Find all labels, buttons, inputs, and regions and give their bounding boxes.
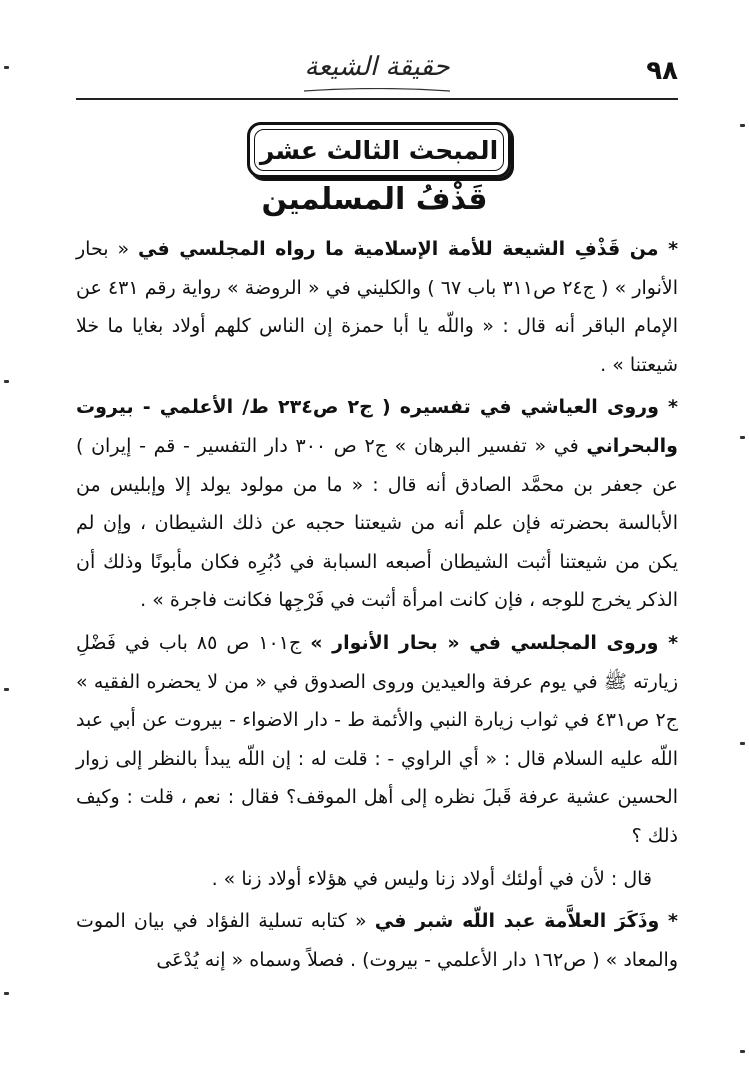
paragraph-lead: * وروى المجلسي في « بحار الأنوار » — [310, 631, 679, 654]
paragraph-lead: * من قَذْفِ الشيعة للأمة الإسلامية ما رواه المجلسي في — [138, 238, 679, 260]
paragraph-lead: * وروى العياشي في تفسيره ( ج٢ ص٢٣٤ ط/ الأعلمي - بيروت والبحراني — [76, 396, 678, 457]
page-header — [76, 40, 678, 100]
margin-mark — [740, 436, 745, 439]
paragraph-text: قال : لأن في أولئك أولاد زنا وليس في هؤلاء أولاد زنا » . — [211, 867, 652, 890]
paragraph-text: « كتابه تسلية الفؤاد في بيان الموت والمعاد » ( ص١٦٢ دار الأعلمي - بيروت) . فصلاً وسماه « إنه يُدْعَى — [76, 910, 678, 971]
body-text — [76, 230, 678, 983]
paragraph-text: « بحار الأنوار » ( ج٢٤ ص٣١١ باب ٦٧ ) والكليني في « الروضة » رواية رقم ٤٣١ عن الإمام الباقر أنه قال : « واللّه يا أبا حمزة إن الناس كلهم أولاد بغايا ما خلا شيعتنا » . — [76, 238, 679, 376]
section-heading-box — [247, 122, 511, 178]
margin-mark — [740, 742, 745, 745]
margin-mark — [740, 1050, 745, 1053]
paragraph — [76, 388, 678, 620]
margin-mark — [4, 688, 9, 691]
paragraph-lead: * وذَكَرَ العلاَّمة عبد اللّه شبر في — [374, 910, 678, 933]
paragraph — [76, 624, 678, 856]
page-number: ٩٨ — [646, 56, 678, 86]
running-title: حقيقة الشيعة — [304, 52, 450, 82]
paragraph-text: ج١٠١ ص ٨٥ باب في فَضْلِ زيارته ﷺ في يوم عرفة والعيدين وروى الصدوق في « من لا يحضره الفقيه » ج٢ ص٤٣١ في ثواب زيارة النبي والأئمة ط - دار الاضواء - بيروت عن أبي عبد اللّه عليه السلام قال : « أي الراوي - : قلت له : إن اللّه يبدأ بالنظر إلى زوار الحسين عشية عرفة قَبلَ نظره إلى أهل الموقف؟ فقال : نعم ، قلت : وكيف ذلك ؟ — [76, 631, 678, 847]
title-ornament — [302, 88, 452, 94]
paragraph-text: في « تفسير البرهان » ج٢ ص ٣٠٠ دار التفسير - قم - إيران ) عن جعفر بن محمَّد الصادق أنه قال : « ما من مولود يولد إلا وإبليس من الأبالسة بحضرته فإن علم أنه من شيعتنا حجبه عن ذلك الشيطان ، وإن لم يكن من شيعتنا أثبت الشيطان أصبعه السبابة في دُبُرِه فكان مأبونًا وذلك أن الذكر يخرج للوجه ، فإن كانت امرأة أثبت في فَرْجِها فكانت فاجرة » . — [76, 434, 678, 612]
margin-mark — [4, 380, 9, 383]
section-title: المبحث الثالث عشر — [259, 135, 499, 165]
paragraph — [76, 902, 678, 979]
paragraph — [76, 860, 678, 899]
chapter-title: قَذْفُ المسلمين — [261, 182, 488, 217]
margin-mark — [4, 66, 9, 69]
paragraph — [76, 230, 678, 384]
margin-mark — [740, 124, 745, 127]
margin-mark — [4, 992, 9, 995]
